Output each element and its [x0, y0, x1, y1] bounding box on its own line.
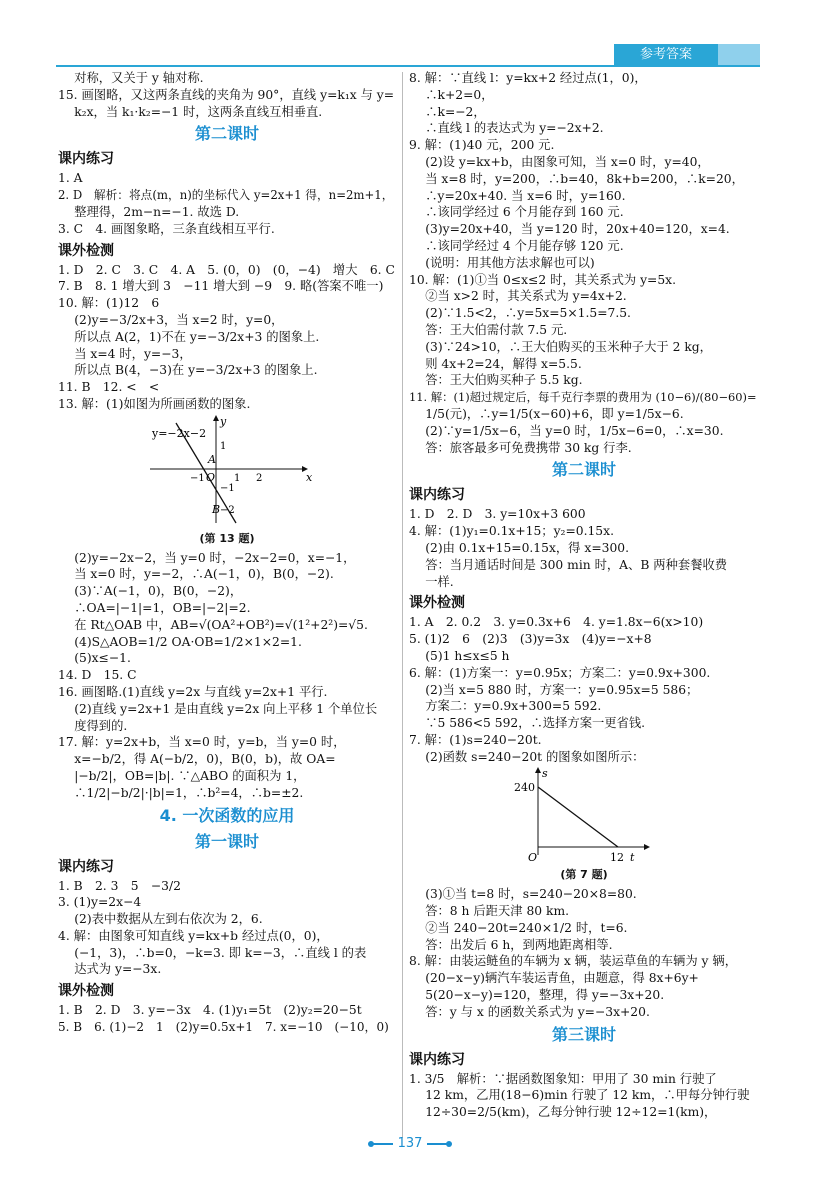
text-line: (2)∵y=1/5x−6，当 y=0 时，1/5x−6=0，∴x=30.	[409, 423, 724, 438]
text-line: 13. 解：(1)如图为所画函数的图象.	[58, 396, 251, 411]
text-line: 答：8 h 后距天津 80 km.	[409, 904, 570, 919]
section-title-lesson3: 第三课时	[551, 1024, 616, 1044]
left-block-b	[58, 170, 396, 237]
section-title-lesson2: 第二课时	[194, 124, 259, 144]
fig13-tick-x-1: 1	[234, 472, 241, 484]
text-line: 度得到的.	[58, 718, 128, 733]
section-title-lesson2-right: 第二课时	[551, 460, 616, 480]
text-line: 10. 解：(1)12 6	[58, 296, 160, 311]
fig13-tick-y-m1: −1	[220, 482, 235, 494]
text-line: 3. (1)y=2x−4	[58, 895, 142, 910]
fig7-x-value: 12	[610, 851, 624, 865]
text-line: x=−b/2，得 A(−b/2，0)，B(0，b)，故 OA=	[58, 752, 336, 767]
figure-7-caption: (第 7 题)	[560, 868, 608, 882]
text-line: (−1，3)，∴b=0，−k=3. 即 k=−3，∴直线 l 的表	[58, 945, 367, 960]
left-block-c	[58, 262, 396, 413]
page-deco-right	[427, 1140, 453, 1148]
text-line: 一样.	[409, 574, 454, 589]
text-line: (20−x−y)辆汽车装运青鱼，由题意，得 8x+6y+	[409, 971, 699, 986]
text-line: 所以点 A(2，1)不在 y=−3/2x+3 的图象上.	[58, 329, 320, 344]
figure-7-graph	[514, 765, 654, 865]
text-line: 1. 3/5 解析：∵据函数图象知：甲用了 30 min 行驶了	[409, 1071, 717, 1086]
text-line: k₂x，当 k₁·k₂=−1 时，这两条直线互相垂直.	[58, 104, 323, 119]
text-line: ∴1/2|−b/2|·|b|=1，∴b²=4，∴b=±2.	[58, 785, 304, 800]
text-line: ∴OA=|−1|=1，OB=|−2|=2.	[58, 600, 251, 615]
text-line: (3)∵A(−1，0)，B(0，−2)，	[58, 584, 243, 599]
header-accent	[718, 44, 760, 66]
text-line: 11. B 12. < <	[58, 380, 160, 395]
text-line: (3)①当 t=8 时，s=240−20×8=80.	[409, 887, 637, 902]
figure-13-graph	[142, 413, 312, 529]
fig13-tick-x-m1: −1	[190, 472, 205, 484]
text-line: 则 4x+2=24，解得 x=5.5.	[409, 356, 582, 371]
text-line: 8. 解：由装运鲢鱼的车辆为 x 辆，装运草鱼的车辆为 y 辆，	[409, 954, 737, 969]
fig13-tick-y-m2: −2	[220, 504, 235, 516]
text-line: 4. 解：由图象可知直线 y=kx+b 经过点(0，0)，	[58, 928, 329, 943]
text-line: 答：旅客最多可免费携带 30 kg 行李.	[409, 440, 632, 455]
text-line: (4)S△AOB=1/2 OA·OB=1/2×1×2=1.	[58, 634, 302, 649]
fig13-point-b: B	[212, 502, 221, 516]
right-block-c	[409, 614, 759, 765]
right-block-e	[409, 1071, 759, 1121]
text-line: 当 x=4 时，y=−3，	[58, 346, 192, 361]
text-line: ∴k=−2，	[409, 104, 486, 119]
text-line: 方案二：y=0.9x+300=5 592.	[409, 699, 602, 714]
section-title-lesson1: 第一课时	[194, 831, 259, 851]
text-line: 4. 解：(1)y₁=0.1x+15；y₂=0.15x.	[409, 524, 614, 539]
fig13-line-label: y=−2x−2	[152, 426, 207, 440]
page-number	[360, 1136, 460, 1151]
left-block-e	[58, 878, 396, 979]
text-line: 14. D 15. C	[58, 668, 137, 683]
fig7-x-label: t	[630, 851, 635, 865]
text-line: 1/5(元)，∴y=1/5(x−60)+6，即 y=1/5x−6.	[409, 406, 684, 421]
heading-in-class: 课内练习	[58, 151, 114, 168]
text-line: (2)当 x=5 880 时，方案一：y=0.95x=5 586；	[409, 682, 699, 697]
text-line: (2)y=−3/2x+3，当 x=2 时，y=0，	[58, 312, 284, 327]
text-line: 达式为 y=−3x.	[58, 962, 162, 977]
text-line: ∴直线 l 的表达式为 y=−2x+2.	[409, 121, 604, 136]
text-line: ②当 240−20t=240×1/2 时，t=6.	[409, 920, 628, 935]
text-line: (2)函数 s=240−20t 的图象如图所示：	[409, 749, 645, 764]
text-line: 16. 画图略.(1)直线 y=2x 与直线 y=2x+1 平行.	[58, 684, 328, 699]
text-line: (5)1 h≤x≤5 h	[409, 648, 510, 663]
heading-in-class-right: 课内练习	[409, 487, 465, 504]
text-line: 2. D 解析：将点(m，n)的坐标代入 y=2x+1 得，n=2m+1，	[58, 188, 394, 203]
text-line: 7. 解：(1)s=240−20t.	[409, 732, 542, 747]
fig13-tick-y-1: 1	[220, 440, 227, 452]
text-line: 12 km，乙用(18−6)min 行驶了 12 km，∴甲每分钟行驶	[409, 1088, 750, 1103]
text-line: (2)表中数据从左到右依次为 2，6.	[58, 912, 263, 927]
text-line: (5)x≤−1.	[58, 651, 131, 666]
text-line: ②当 x>2 时，其关系式为 y=4x+2.	[409, 289, 627, 304]
header-label: 参考答案	[614, 44, 718, 66]
text-line: ∴该同学经过 6 个月能存到 160 元.	[409, 205, 624, 220]
text-line: 整理得，2m−n=−1. 故选 D.	[58, 204, 240, 219]
text-line: 1. D 2. D 3. y=10x+3 600	[409, 507, 586, 522]
figure-13-caption: (第 13 题)	[199, 531, 255, 545]
header-rule	[56, 65, 760, 67]
fig7-origin: O	[528, 851, 538, 865]
text-line: ∴k+2=0，	[409, 87, 494, 102]
right-column	[409, 70, 759, 1121]
page-number-text: 137	[397, 1136, 423, 1151]
text-line: 1. A 2. 0.2 3. y=0.3x+6 4. y=1.8x−6(x>10)	[409, 615, 704, 630]
text-line: 答：y 与 x 的函数关系式为 y=−3x+20.	[409, 1004, 650, 1019]
text-line: 所以点 B(4，−3)在 y=−3/2x+3 的图象上.	[58, 363, 318, 378]
section-title-applications: 4. 一次函数的应用	[159, 805, 295, 825]
text-line: (3)∵24>10，∴王大伯购买的玉米种子大于 2 kg，	[409, 339, 712, 354]
text-line: 5. B 6. (1)−2 1 (2)y=0.5x+1 7. x=−10 (−10，0)	[58, 1020, 389, 1035]
heading-after-class-right: 课外检测	[409, 595, 465, 612]
text-line: ∵5 586<5 592，∴选择方案一更省钱.	[409, 716, 646, 731]
text-line: 1. D 2. C 3. C 4. A 5. (0，0) (0，−4) 增大 6. C	[58, 262, 395, 277]
text-line: 答：当月通话时间是 300 min 时，A、B 两种套餐收费	[409, 557, 728, 572]
page-deco-left	[367, 1140, 393, 1148]
text-line: 5(20−x−y)=120，整理，得 y=−3x+20.	[409, 988, 665, 1003]
text-line: 对称，又关于 y 轴对称.	[58, 71, 204, 85]
column-divider	[402, 72, 403, 1138]
fig13-tick-x-2: 2	[256, 472, 263, 484]
text-line: (说明：用其他方法求解也可以)	[409, 255, 595, 270]
heading-after-class: 课外检测	[58, 242, 114, 259]
heading-in-class-right-2: 课内练习	[409, 1051, 465, 1068]
text-line: 1. B 2. 3 5 −3/2	[58, 878, 181, 893]
left-column	[58, 70, 396, 1036]
right-block-b	[409, 506, 759, 590]
text-line: (3)y=20x+40，当 y=120 时，20x+40=120，x=4.	[409, 222, 730, 237]
text-line: (2)∵1.5<2，∴y=5x=5×1.5=7.5.	[409, 306, 631, 321]
fig7-y-value: 240	[514, 781, 535, 795]
left-block-a	[58, 70, 396, 120]
text-line: 8. 解：∵直线 l：y=kx+2 经过点(1，0)，	[409, 71, 647, 85]
text-line: 11. 解：(1)超过规定后，每千克行李票的费用为 (10−6)/(80−60)=	[409, 390, 757, 405]
fig13-origin: O	[206, 470, 216, 484]
text-line: 10. 解：(1)①当 0≤x≤2 时，其关系式为 y=5x.	[409, 272, 676, 287]
heading-after-class-2: 课外检测	[58, 983, 114, 1000]
text-line: 6. 解：(1)方案一：y=0.95x；方案二：y=0.9x+300.	[409, 665, 711, 680]
text-line: (2)y=−2x−2，当 y=0 时，−2x−2=0，x=−1，	[58, 550, 356, 565]
text-line: 15. 画图略，又这两条直线的夹角为 90°，直线 y=k₁x 与 y=	[58, 87, 395, 102]
text-line: 当 x=8 时，y=200，∴b=40，8k+b=200，∴k=20，	[409, 171, 744, 186]
text-line: 7. B 8. 1 增大到 3 −11 增大到 −9 9. 略(答案不唯一)	[58, 279, 384, 294]
text-line: 答：王大伯购买种子 5.5 kg.	[409, 373, 583, 388]
fig13-y-label: y	[220, 414, 227, 428]
text-line: 当 x=0 时，y=−2，∴A(−1，0)，B(0，−2).	[58, 567, 334, 582]
text-line: 在 Rt△OAB 中，AB=√(OA²+OB²)=√(1²+2²)=√5.	[58, 617, 368, 632]
text-line: 17. 解：y=2x+b，当 x=0 时，y=b，当 y=0 时，	[58, 735, 346, 750]
text-line: (2)直线 y=2x+1 是由直线 y=2x 向上平移 1 个单位长	[58, 701, 378, 716]
left-block-f	[58, 1002, 396, 1036]
text-line: 3. C 4. 画图象略，三条直线相互平行.	[58, 221, 275, 236]
text-line: 答：出发后 6 h，到两地距离相等.	[409, 937, 613, 952]
right-block-d	[409, 886, 759, 1020]
text-line: 答：王大伯需付款 7.5 元.	[409, 322, 568, 337]
fig13-point-a: A	[208, 452, 216, 466]
text-line: (2)由 0.1x+15=0.15x，得 x=300.	[409, 540, 630, 555]
text-line: 9. 解：(1)40 元，200 元.	[409, 138, 555, 153]
left-block-d	[58, 550, 396, 802]
text-line: 5. (1)2 6 (2)3 (3)y=3x (4)y=−x+8	[409, 632, 652, 647]
right-block-a	[409, 70, 759, 456]
text-line: 1. A	[58, 171, 83, 186]
fig13-x-label: x	[306, 470, 312, 484]
fig7-y-label: s	[542, 767, 548, 781]
text-line: ∴该同学经过 4 个月能存够 120 元.	[409, 238, 624, 253]
text-line: ∴y=20x+40. 当 x=6 时，y=160.	[409, 188, 626, 203]
text-line: 12÷30=2/5(km)，乙每分钟行驶 12÷12=1(km)，	[409, 1105, 717, 1120]
text-line: |−b/2|，OB=|b|. ∵△ABO 的面积为 1，	[58, 768, 306, 783]
text-line: 1. B 2. D 3. y=−3x 4. (1)y₁=5t (2)y₂=20−5t	[58, 1003, 362, 1018]
text-line: (2)设 y=kx+b，由图象可知，当 x=0 时，y=40，	[409, 154, 710, 169]
heading-in-class-2: 课内练习	[58, 858, 114, 875]
